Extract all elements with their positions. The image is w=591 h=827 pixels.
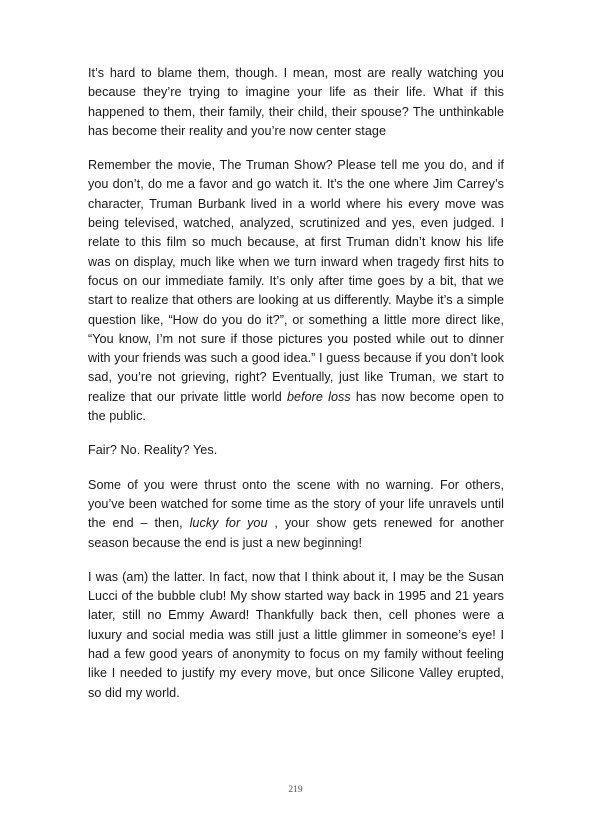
paragraph-4-text-end: , your show gets renewed for another season because the end is just a new beginning! xyxy=(88,516,504,550)
paragraph-5 xyxy=(88,568,504,703)
paragraph-2-italic-phrase: before loss xyxy=(286,389,351,404)
paragraph-3 xyxy=(88,441,504,460)
paragraph-2 xyxy=(88,156,504,426)
page-number: 219 xyxy=(288,785,303,795)
paragraph-3-text: Fair? No. Reality? Yes. xyxy=(88,443,218,458)
paragraph-4-text-start: Some of you were thrust onto the scene with no warning. For others, you’ve been watched for some time as the story of your life unravels until the end – then, xyxy=(88,477,504,531)
paragraph-2-text-start: Remember the movie, The Truman Show? Please tell me you do, and if you don’t, do me a favor and go watch it. It’s the one where Jim Carrey’s character, Truman Burbank lived in a world where his every move was being televised, watched, analyzed, scrutinized and yes, even judged. I relate to this film so much because, at first Truman didn’t know his life was on display, much like when we turn inward when tragedy first hits to focus on our immediate family. It’s only after time goes by a bit, that we start to realize that others are looking at us differently. Maybe it’s a simple question like, “How do you do it?”, or something a little more direct like, “You know, I’m not sure if those pictures you posted while out to dinner with your friends was such a good idea.” I guess because if you don’t look sad, you’re not grieving, right? Eventually, just like Truman, we start to realize that our private little world xyxy=(88,158,504,404)
paragraph-2-text-end: has now become open to the public. xyxy=(88,389,504,424)
paragraph-5-text: I was (am) the latter. In fact, now that I think about it, I may be the Susan Lucci of the bubble club! My show started way back in 1995 and 21 years later, still no Emmy Award! Thankfully back then, cell phones were a luxury and social media was still just a little glimmer in someone’s eye! I had a few good years of anonymity to focus on my family without feeling like I needed to justify my every move, but once Silicone Valley erupted, so did my world. xyxy=(88,569,504,700)
body-text xyxy=(88,64,504,718)
paragraph-1-text: It’s hard to blame them, though. I mean, most are really watching you because they’re trying to imagine your life as their life. What if this happened to them, their family, their child, their spouse? The unthinkable has become their reality and you’re now center stage xyxy=(88,66,504,138)
paragraph-4-italic-phrase: lucky for you xyxy=(189,516,268,531)
paragraph-4 xyxy=(88,476,504,553)
paragraph-1 xyxy=(88,64,504,141)
